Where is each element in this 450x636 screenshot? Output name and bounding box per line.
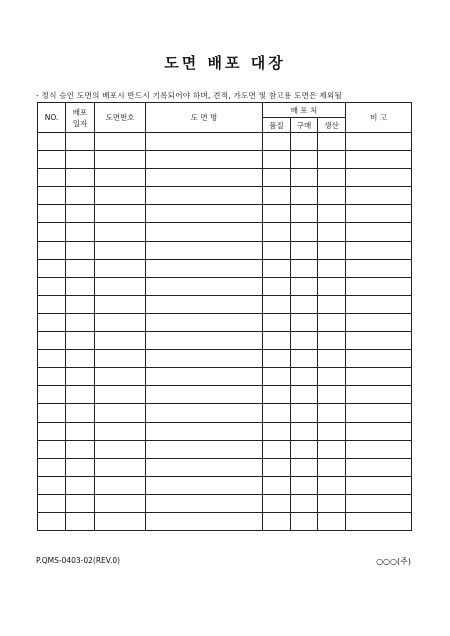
header-distribution-date [66,103,95,133]
cell-drawing-number[interactable] [95,295,146,313]
cell-drawing-name[interactable] [146,205,263,223]
cell-quality[interactable] [263,440,291,458]
table-row [38,169,412,187]
table-row [38,133,412,151]
cell-date[interactable] [66,332,95,350]
cell-date[interactable] [66,205,95,223]
cell-date[interactable] [66,259,95,277]
cell-quality[interactable] [263,169,291,187]
table-row [38,259,412,277]
cell-purchase[interactable] [291,223,318,241]
table-row [38,512,412,530]
cell-no[interactable] [38,512,66,530]
company-name: ○○○(주) [376,557,411,566]
cell-purchase[interactable] [291,169,318,187]
cell-purchase[interactable] [291,187,318,205]
cell-purchase[interactable] [291,440,318,458]
cell-no[interactable] [38,458,66,476]
cell-production[interactable] [318,422,346,440]
cell-production[interactable] [318,476,346,494]
cell-no[interactable] [38,259,66,277]
table-row [38,295,412,313]
cell-drawing-name[interactable] [146,313,263,331]
cell-quality[interactable] [263,332,291,350]
header-distribution: 배 포 처 [263,103,346,118]
cell-date[interactable] [66,169,95,187]
cell-drawing-name[interactable] [146,458,263,476]
cell-date[interactable] [66,368,95,386]
cell-production[interactable] [318,404,346,422]
cell-drawing-number[interactable] [95,259,146,277]
header-remarks: 비 고 [346,103,412,133]
cell-quality[interactable] [263,368,291,386]
header-drawing-name: 도 면 명 [146,103,263,133]
header-drawing-number: 도면번호 [95,103,146,133]
cell-production[interactable] [318,350,346,368]
cell-quality[interactable] [263,187,291,205]
cell-no[interactable] [38,476,66,494]
cell-drawing-number[interactable] [95,440,146,458]
cell-production[interactable] [318,259,346,277]
cell-drawing-number[interactable] [95,512,146,530]
table-row [38,458,412,476]
cell-purchase[interactable] [291,313,318,331]
cell-production[interactable] [318,295,346,313]
cell-production[interactable] [318,169,346,187]
cell-quality[interactable] [263,205,291,223]
cell-remarks[interactable] [346,169,412,187]
cell-no[interactable] [38,350,66,368]
cell-remarks[interactable] [346,512,412,530]
cell-quality[interactable] [263,422,291,440]
cell-quality[interactable] [263,386,291,404]
cell-date[interactable] [66,476,95,494]
cell-quality[interactable] [263,223,291,241]
cell-remarks[interactable] [346,350,412,368]
cell-date[interactable] [66,494,95,512]
cell-drawing-name[interactable] [146,350,263,368]
cell-remarks[interactable] [346,277,412,295]
cell-production[interactable] [318,241,346,259]
table-row [38,368,412,386]
cell-purchase[interactable] [291,512,318,530]
cell-date[interactable] [66,422,95,440]
cell-drawing-name[interactable] [146,494,263,512]
document-title: 도면 배포 대장 [164,54,286,72]
cell-date[interactable] [66,151,95,169]
cell-production[interactable] [318,313,346,331]
form-code: P.QMS-0403-02(REV.0) [36,556,121,565]
cell-drawing-name[interactable] [146,404,263,422]
cell-no[interactable] [38,169,66,187]
cell-drawing-name[interactable] [146,295,263,313]
cell-drawing-name[interactable] [146,386,263,404]
cell-production[interactable] [318,187,346,205]
cell-drawing-name[interactable] [146,133,263,151]
table-row [38,422,412,440]
cell-production[interactable] [318,133,346,151]
cell-no[interactable] [38,313,66,331]
cell-production[interactable] [318,458,346,476]
cell-drawing-name[interactable] [146,259,263,277]
cell-production[interactable] [318,512,346,530]
cell-drawing-number[interactable] [95,368,146,386]
cell-drawing-name[interactable] [146,223,263,241]
cell-production[interactable] [318,151,346,169]
cell-purchase[interactable] [291,422,318,440]
cell-drawing-name[interactable] [146,241,263,259]
cell-quality[interactable] [263,133,291,151]
table-row [38,205,412,223]
cell-remarks[interactable] [346,476,412,494]
table-row [38,440,412,458]
cell-date[interactable] [66,440,95,458]
cell-production[interactable] [318,205,346,223]
cell-drawing-number[interactable] [95,404,146,422]
cell-drawing-number[interactable] [95,151,146,169]
cell-remarks[interactable] [346,404,412,422]
cell-drawing-number[interactable] [95,169,146,187]
cell-drawing-name[interactable] [146,187,263,205]
cell-quality[interactable] [263,350,291,368]
cell-production[interactable] [318,223,346,241]
table-row [38,386,412,404]
cell-drawing-number[interactable] [95,205,146,223]
cell-no[interactable] [38,386,66,404]
cell-drawing-name[interactable] [146,151,263,169]
cell-production[interactable] [318,440,346,458]
cell-drawing-name[interactable] [146,512,263,530]
cell-drawing-number[interactable] [95,494,146,512]
cell-remarks[interactable] [346,223,412,241]
cell-no[interactable] [38,440,66,458]
cell-quality[interactable] [263,259,291,277]
cell-production[interactable] [318,368,346,386]
cell-production[interactable] [318,494,346,512]
cell-date[interactable] [66,386,95,404]
table-row [38,404,412,422]
table-row [38,350,412,368]
cell-drawing-name[interactable] [146,476,263,494]
cell-quality[interactable] [263,277,291,295]
cell-quality[interactable] [263,241,291,259]
cell-purchase[interactable] [291,476,318,494]
cell-drawing-name[interactable] [146,422,263,440]
cell-drawing-number[interactable] [95,133,146,151]
cell-no[interactable] [38,241,66,259]
cell-remarks[interactable] [346,368,412,386]
cell-quality[interactable] [263,512,291,530]
table-row [38,277,412,295]
table-row [38,313,412,331]
cell-date[interactable] [66,295,95,313]
cell-remarks[interactable] [346,332,412,350]
table-row [38,223,412,241]
cell-date[interactable] [66,223,95,241]
cell-date[interactable] [66,241,95,259]
table-row [38,332,412,350]
header-date-line1: 배포 [72,107,88,117]
cell-remarks[interactable] [346,205,412,223]
cell-drawing-number[interactable] [95,277,146,295]
cell-remarks[interactable] [346,187,412,205]
cell-no[interactable] [38,422,66,440]
cell-drawing-name[interactable] [146,169,263,187]
cell-drawing-number[interactable] [95,223,146,241]
cell-purchase[interactable] [291,241,318,259]
cell-no[interactable] [38,151,66,169]
cell-drawing-number[interactable] [95,458,146,476]
cell-no[interactable] [38,205,66,223]
cell-drawing-number[interactable] [95,241,146,259]
cell-purchase[interactable] [291,350,318,368]
cell-drawing-name[interactable] [146,332,263,350]
header-dept-purchase: 구매 [291,118,318,133]
cell-purchase[interactable] [291,494,318,512]
cell-remarks[interactable] [346,133,412,151]
cell-remarks[interactable] [346,241,412,259]
cell-production[interactable] [318,386,346,404]
cell-remarks[interactable] [346,151,412,169]
cell-no[interactable] [38,133,66,151]
cell-quality[interactable] [263,404,291,422]
cell-no[interactable] [38,332,66,350]
cell-drawing-name[interactable] [146,440,263,458]
cell-remarks[interactable] [346,295,412,313]
cell-remarks[interactable] [346,313,412,331]
cell-remarks[interactable] [346,440,412,458]
cell-drawing-number[interactable] [95,476,146,494]
cell-remarks[interactable] [346,494,412,512]
table-row [38,187,412,205]
header-no: NO. [38,103,66,133]
table-row [38,476,412,494]
cell-remarks[interactable] [346,259,412,277]
cell-drawing-number[interactable] [95,313,146,331]
cell-drawing-number[interactable] [95,332,146,350]
cell-drawing-number[interactable] [95,422,146,440]
cell-no[interactable] [38,223,66,241]
cell-drawing-name[interactable] [146,277,263,295]
instruction-note: - 정식 승인 도면의 배포시 반드시 기록되어야 하며, 견적, 가도면 및 참고용 도면은 제외됨 [36,91,342,100]
cell-no[interactable] [38,368,66,386]
cell-production[interactable] [318,332,346,350]
cell-date[interactable] [66,350,95,368]
header-dept-quality: 품질 [263,118,291,133]
table-body [38,133,412,531]
cell-drawing-number[interactable] [95,187,146,205]
cell-date[interactable] [66,404,95,422]
cell-quality[interactable] [263,494,291,512]
cell-remarks[interactable] [346,458,412,476]
cell-purchase[interactable] [291,133,318,151]
table-row [38,241,412,259]
cell-drawing-number[interactable] [95,350,146,368]
cell-purchase[interactable] [291,259,318,277]
cell-purchase[interactable] [291,404,318,422]
cell-quality[interactable] [263,295,291,313]
cell-purchase[interactable] [291,295,318,313]
cell-purchase[interactable] [291,332,318,350]
table-row [38,151,412,169]
cell-quality[interactable] [263,151,291,169]
cell-no[interactable] [38,404,66,422]
cell-quality[interactable] [263,313,291,331]
cell-remarks[interactable] [346,386,412,404]
cell-purchase[interactable] [291,277,318,295]
cell-date[interactable] [66,313,95,331]
cell-no[interactable] [38,277,66,295]
cell-purchase[interactable] [291,458,318,476]
cell-date[interactable] [66,458,95,476]
cell-no[interactable] [38,295,66,313]
cell-purchase[interactable] [291,386,318,404]
cell-date[interactable] [66,512,95,530]
cell-purchase[interactable] [291,368,318,386]
distribution-register-table [37,102,412,531]
cell-remarks[interactable] [346,422,412,440]
table-row [38,494,412,512]
cell-purchase[interactable] [291,205,318,223]
cell-quality[interactable] [263,476,291,494]
cell-purchase[interactable] [291,151,318,169]
cell-date[interactable] [66,187,95,205]
cell-quality[interactable] [263,458,291,476]
cell-date[interactable] [66,133,95,151]
cell-no[interactable] [38,187,66,205]
header-dept-production: 생산 [318,118,346,133]
cell-no[interactable] [38,494,66,512]
cell-production[interactable] [318,277,346,295]
header-date-line2: 일자 [72,118,88,128]
cell-drawing-name[interactable] [146,368,263,386]
cell-date[interactable] [66,277,95,295]
cell-drawing-number[interactable] [95,386,146,404]
